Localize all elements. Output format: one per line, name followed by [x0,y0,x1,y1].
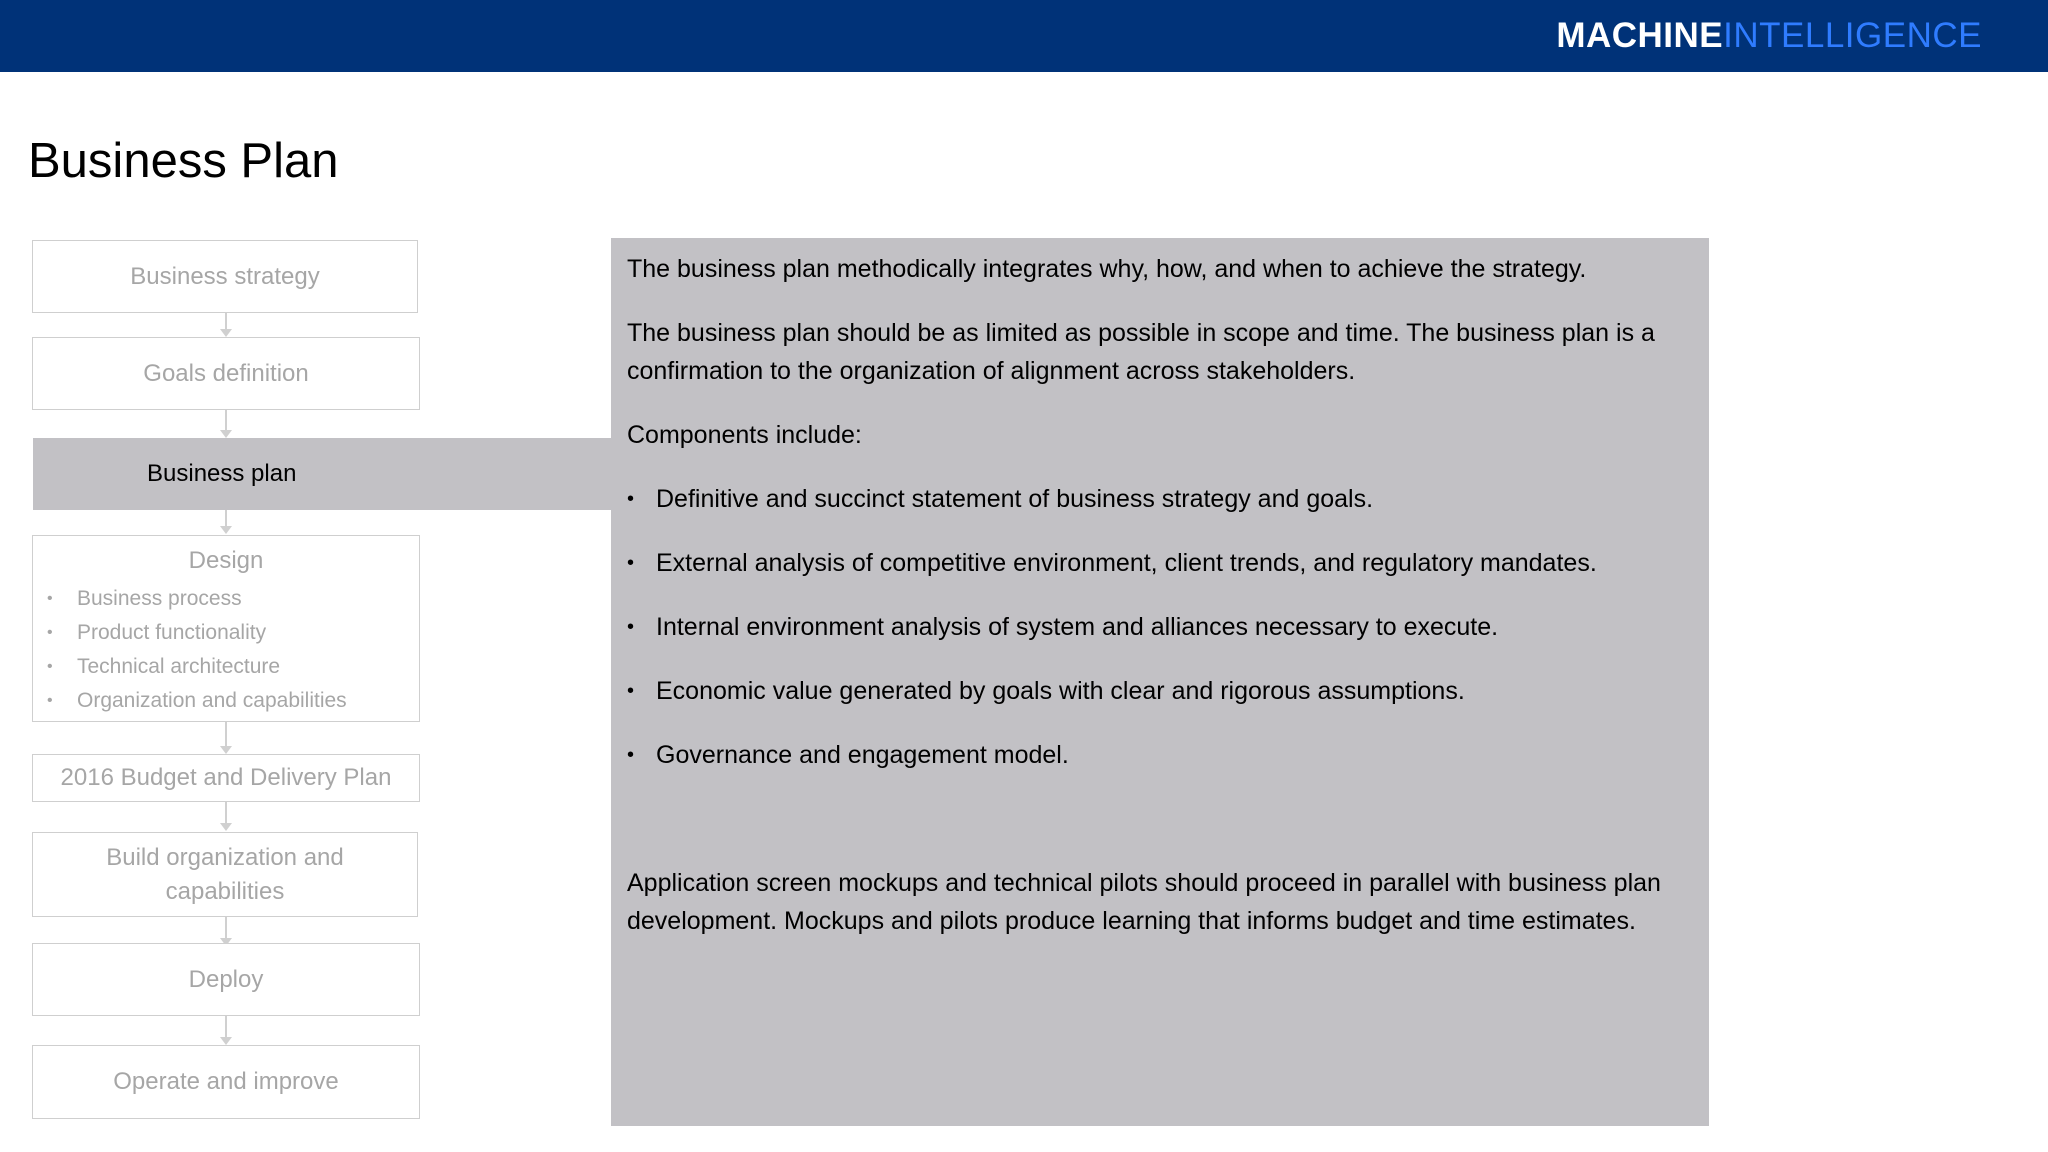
bullet-icon: • [627,680,635,702]
design-item-label: Organization and capabilities [77,689,347,712]
component-text: Definitive and succinct statement of business strategy and goals. [656,485,1374,513]
design-item-label: Technical architecture [77,655,281,678]
design-item-label: Product functionality [77,621,267,644]
bullet-icon: • [47,658,53,675]
arrow-down-icon [220,1037,232,1045]
scope-paragraph: The business plan should be as limited as possible in scope and time. The business plan is a confirmation to the organization of alignment across stakeholders. [627,319,1655,385]
component-text: Internal environment analysis of system and alliances necessary to execute. [656,613,1499,641]
flow-step-design [32,535,420,722]
bullet-icon: • [627,552,635,574]
list-item [47,582,419,616]
bullet-icon: • [627,744,635,766]
component-text: Governance and engagement model. [656,741,1069,769]
closing-paragraph: Application screen mockups and technical pilots should proceed in parallel with business plan development. Mockups and pilots produce learning that informs budget and time estimates. [627,869,1661,935]
list-item [47,684,419,718]
flow-connector [225,802,227,825]
intro-paragraph: The business plan methodically integrates why, how, and when to achieve the strategy. [627,255,1587,283]
flow-step-build-organization: Build organization and capabilities [32,832,418,917]
flow-step-operate-improve: Operate and improve [32,1045,420,1119]
list-item [627,608,1697,646]
page-title: Business Plan [28,134,339,188]
flow-step-business-strategy: Business strategy [32,240,418,313]
design-title: Design [188,547,264,574]
list-item [627,736,1697,774]
bullet-icon: • [47,624,53,641]
list-item [47,650,419,684]
list-item [47,616,419,650]
list-item [627,480,1697,518]
arrow-down-icon [220,526,232,534]
design-item-label: Business process [77,587,242,610]
design-list [33,582,419,718]
brand-logo [1556,14,1982,58]
component-text: Economic value generated by goals with clear and rigorous assumptions. [656,677,1465,705]
arrow-down-icon [220,746,232,754]
arrow-down-icon [220,823,232,831]
bullet-icon: • [627,488,635,510]
list-item [627,672,1697,710]
bullet-icon: • [627,616,635,638]
flow-step-business-plan-active: Business plan [33,438,611,510]
list-item [627,544,1697,582]
component-text: External analysis of competitive environment, client trends, and regulatory mandates. [656,549,1597,577]
arrow-down-icon [220,329,232,337]
bullet-icon: • [47,692,53,709]
components-heading: Components include: [627,421,862,449]
flow-step-budget-delivery-plan: 2016 Budget and Delivery Plan [32,754,420,802]
content-panel [611,238,1709,1126]
arrow-down-icon [220,430,232,438]
header-bar [0,0,2048,72]
brand-logo-part1: MACHINE [1556,16,1724,55]
bullet-icon: • [47,590,53,607]
brand-logo-part2: INTELLIGENCE [1723,16,1982,55]
flow-connector [225,917,227,940]
flow-step-deploy: Deploy [32,943,420,1016]
flow-step-goals-definition: Goals definition [32,337,420,410]
flow-connector [225,722,227,748]
